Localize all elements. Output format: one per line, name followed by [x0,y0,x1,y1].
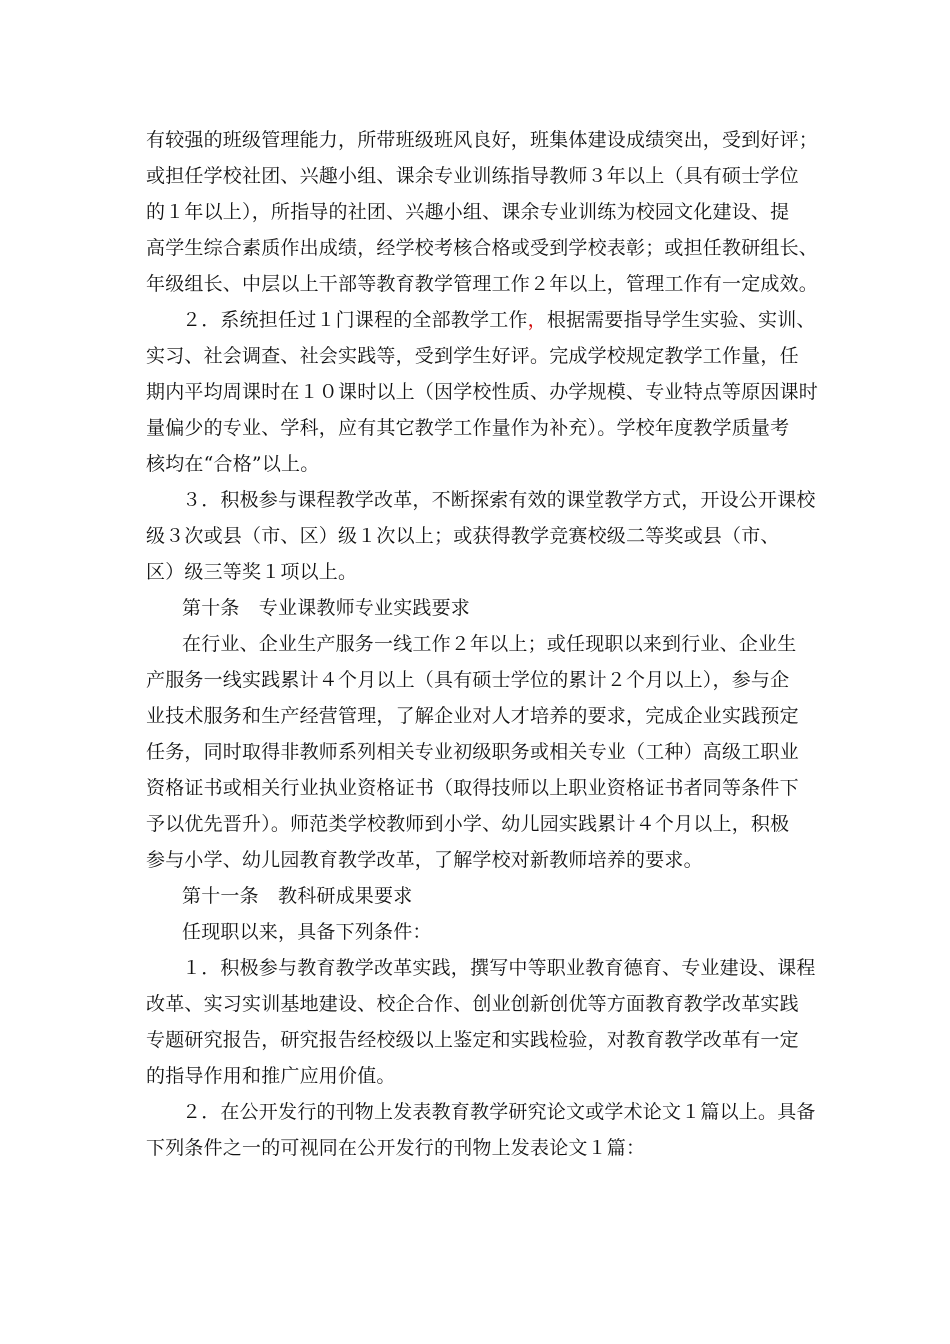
body-line: 业技术服务和生产经营管理，了解企业对人才培养的要求，完成企业实践预定 [146,705,799,727]
body-line: 期内平均周课时在１０课时以上（因学校性质、办学规模、专业特点等原因课时 [146,381,819,403]
body-line: 级３次或县（市、区）级１次以上；或获得教学竞赛校级二等奖或县（市、 [146,525,780,547]
body-line: 区）级三等奖１项以上。 [146,561,358,583]
paragraph-item-3: ３．积极参与课程教学改革，不断探索有效的课堂教学方式，开设公开课校 [182,489,816,511]
paragraph-item-2 [182,308,816,332]
article-heading: 第十一条 教科研成果要求 [182,885,413,907]
body-line: 有较强的班级管理能力，所带班级班风良好，班集体建设成绩突出，受到好评； [146,129,819,151]
body-line: 任务，同时取得非教师系列相关专业初级职务或相关专业（工种）高级工职业 [146,741,799,763]
body-line: 高学生综合素质作出成绩，经学校考核合格或受到学校表彰；或担任教研组长、 [146,237,819,259]
body-line: 的指导作用和推广应用价值。 [146,1065,396,1087]
body-text: 根据需要指导学生实验、实训、 [546,309,816,331]
body-line: 予以优先晋升）。师范类学校教师到小学、幼儿园实践累计４个月以上，积极 [146,813,790,835]
body-line: 的１年以上），所指导的社团、兴趣小组、课余专业训练为校园文化建设、提 [146,201,790,223]
red-comma: ， [527,309,547,331]
body-line: 改革、实习实训基地建设、校企合作、创业创新创优等方面教育教学改革实践 [146,993,799,1015]
paragraph-item-1: １．积极参与教育教学改革实践，撰写中等职业教育德育、专业建设、课程 [182,957,816,979]
body-line: 资格证书或相关行业执业资格证书（取得技师以上职业资格证书者同等条件下 [146,777,799,799]
body-line: 参与小学、幼儿园教育教学改革，了解学校对新教师培养的要求。 [146,849,703,871]
body-line: 下列条件之一的可视同在公开发行的刊物上发表论文１篇： [146,1137,646,1159]
body-line: 量偏少的专业、学科，应有其它教学工作量作为补充）。学校年度教学质量考 [146,417,790,439]
body-text: ２．系统担任过１门课程的全部教学工作 [182,309,528,331]
body-line: 在行业、企业生产服务一线工作２年以上；或任现职以来到行业、企业生 [182,633,797,655]
body-line: 任现职以来，具备下列条件： [182,921,432,943]
body-line: 产服务一线实践累计４个月以上（具有硕士学位的累计２个月以上），参与企 [146,669,790,691]
body-line: 或担任学校社团、兴趣小组、课余专业训练指导教师３年以上（具有硕士学位 [146,165,799,187]
body-line: 年级组长、中层以上干部等教育教学管理工作２年以上，管理工作有一定成效。 [146,273,819,295]
body-line: 核均在“合格”以上。 [146,453,320,475]
body-line: 专题研究报告，研究报告经校级以上鉴定和实践检验，对教育教学改革有一定 [146,1029,799,1051]
body-line: 实习、社会调查、社会实践等，受到学生好评。完成学校规定教学工作量，任 [146,345,799,367]
paragraph-item-2: ２．在公开发行的刊物上发表教育教学研究论文或学术论文１篇以上。具备 [182,1101,816,1123]
article-heading: 第十条 专业课教师专业实践要求 [182,597,471,619]
